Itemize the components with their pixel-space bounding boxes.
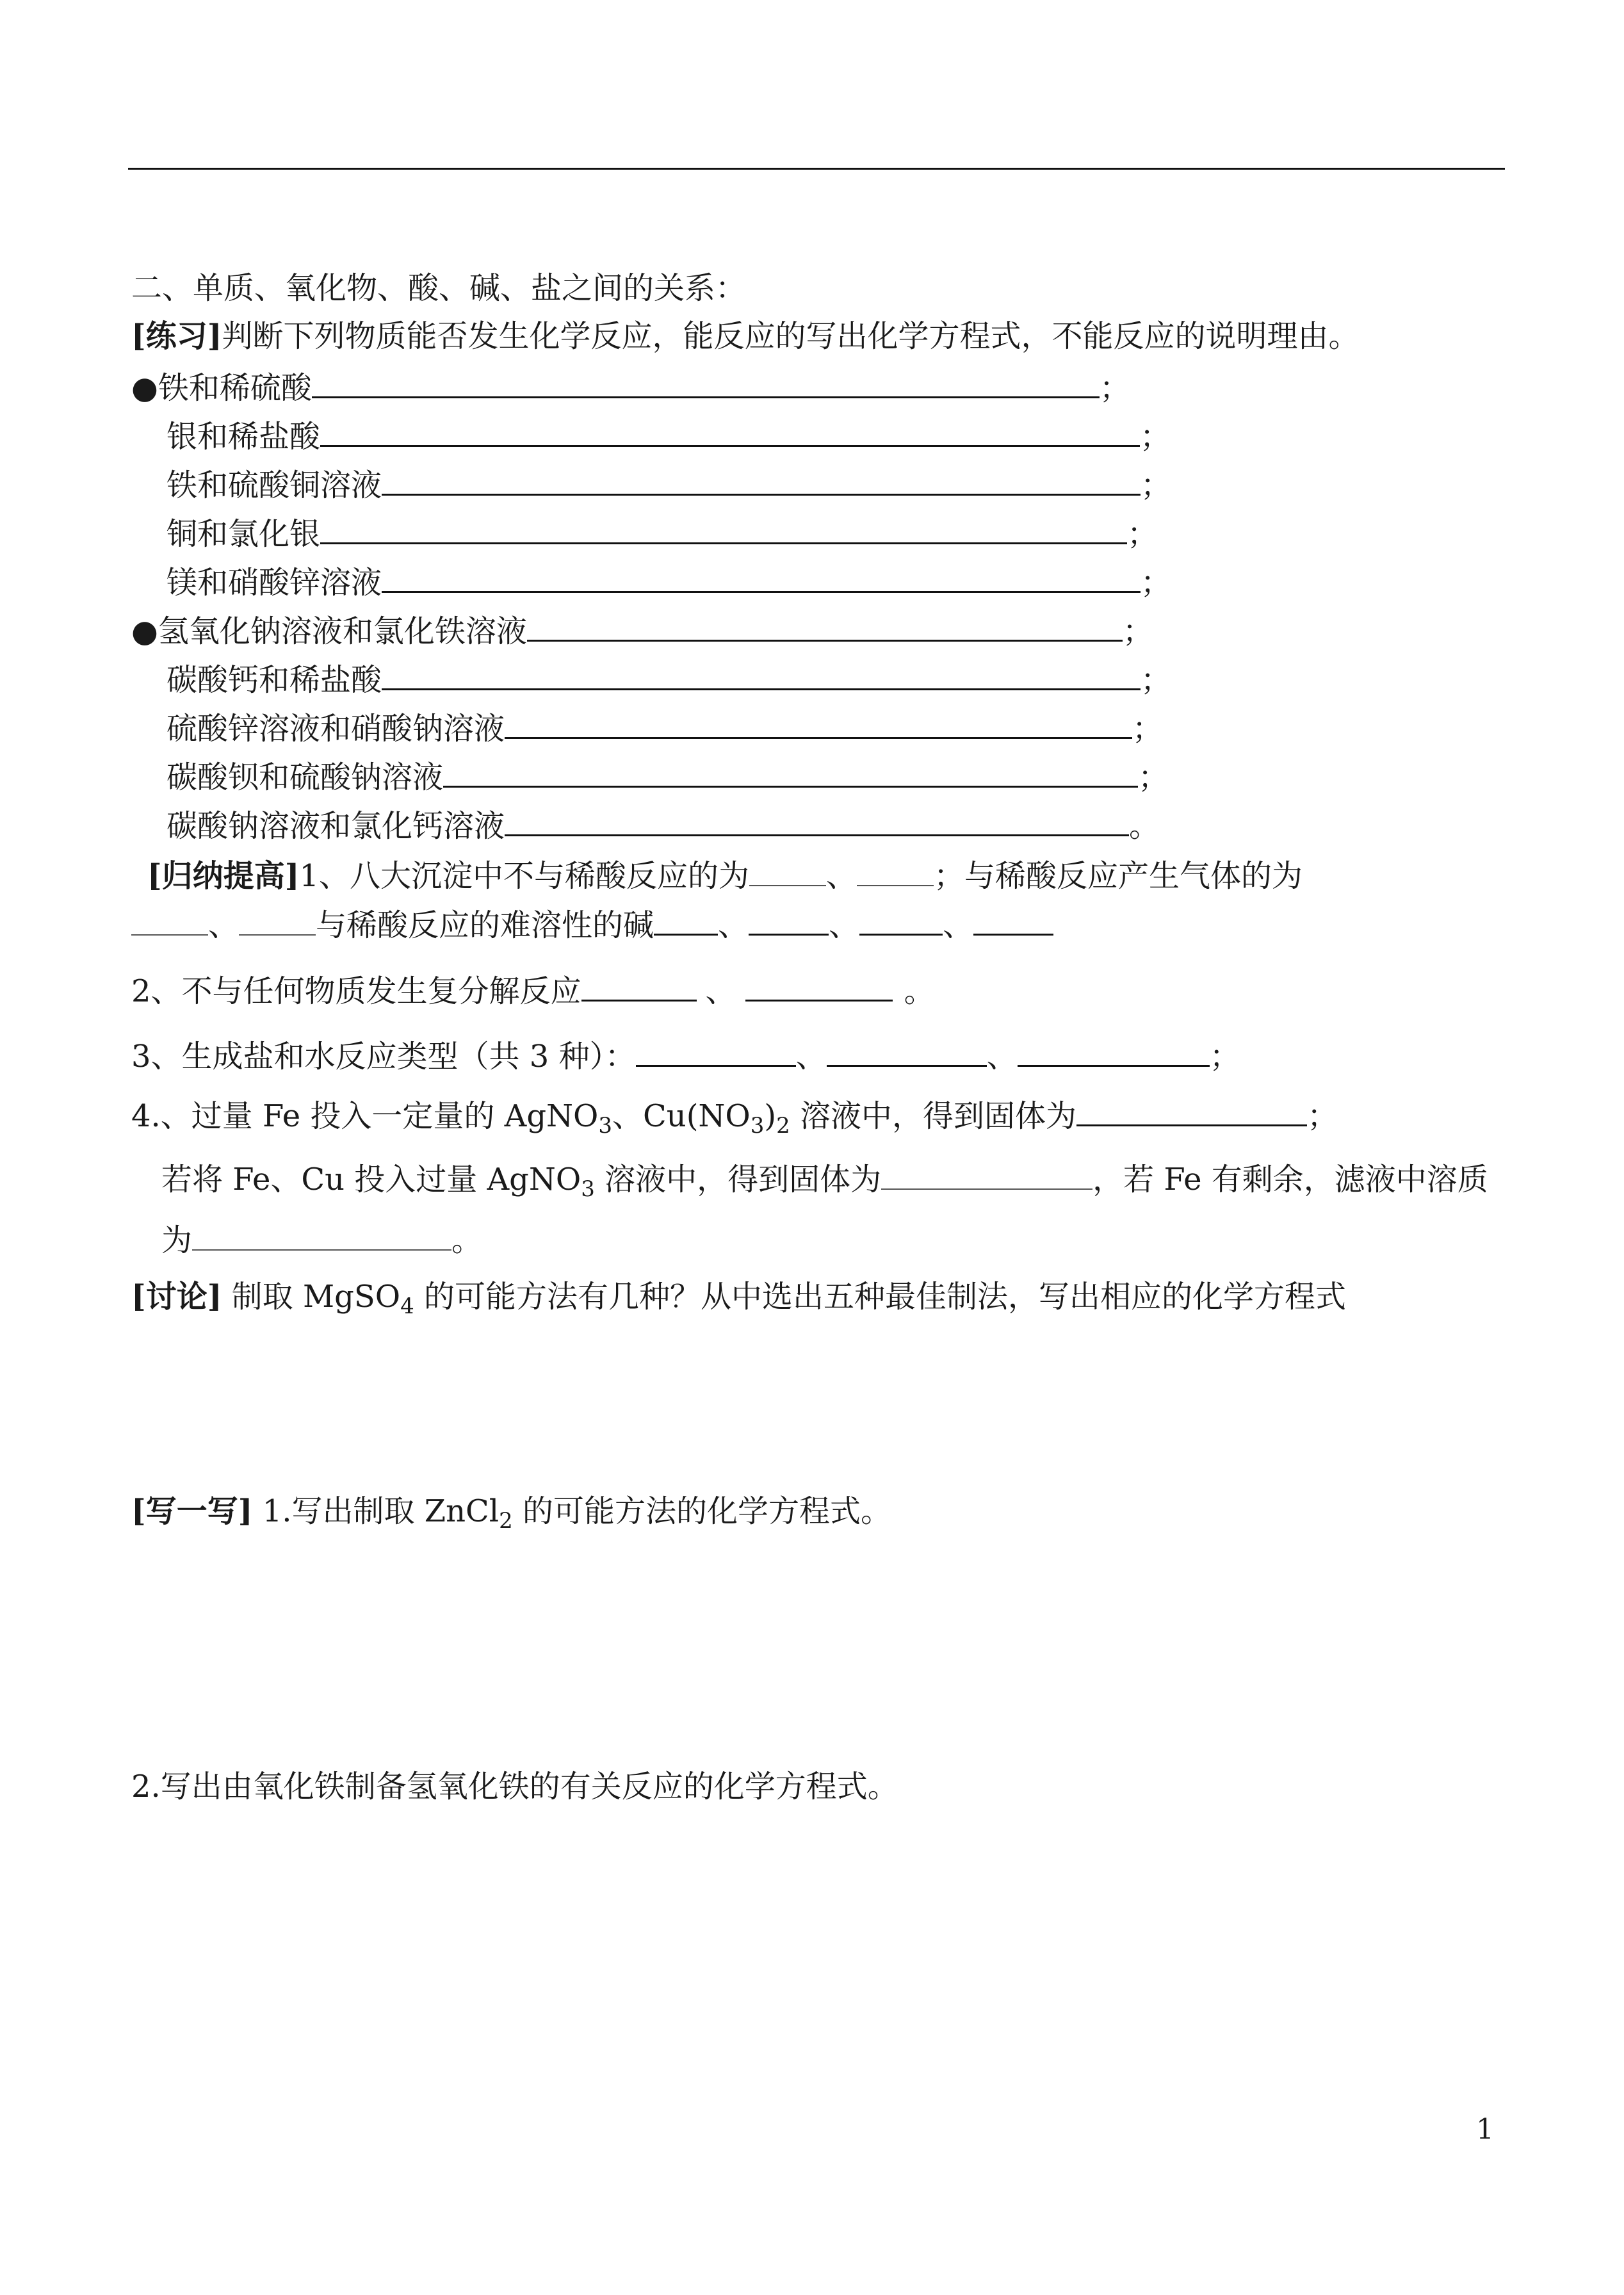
item-end: ； xyxy=(1141,565,1172,601)
answer-blank[interactable] xyxy=(1076,1094,1307,1126)
answer-blank[interactable] xyxy=(745,969,893,1002)
list-item xyxy=(166,463,1171,501)
item-end: ； xyxy=(1132,711,1164,747)
separator: 、 xyxy=(208,907,240,943)
summary-text: ；与稀酸反应产生气体的为 xyxy=(934,858,1303,894)
list-item xyxy=(166,658,1171,696)
item-label: 铁和稀硫酸 xyxy=(158,370,312,406)
list-item xyxy=(166,414,1171,453)
summary-tag: [归纳提高] xyxy=(147,858,300,894)
answer-blank[interactable] xyxy=(881,1158,1092,1190)
write-q1: [写一写] 1.写出制取 ZnCl$_2$ 的可能方法的化学方程式。 xyxy=(131,1493,892,1534)
item-label: 碳酸钙和稀盐酸 xyxy=(166,662,382,698)
answer-blank[interactable] xyxy=(749,903,829,936)
item-end: ； xyxy=(1099,370,1130,406)
answer-blank[interactable] xyxy=(505,706,1132,739)
summary-q4-line3: 为 。 xyxy=(161,1219,482,1257)
answer-blank[interactable] xyxy=(527,609,1123,642)
separator: 、 xyxy=(795,1039,827,1075)
item-label: 镁和硝酸锌溶液 xyxy=(166,565,382,601)
section-title: 二、单质、氧化物、酸、碱、盐之间的关系： xyxy=(131,270,747,306)
summary-text: 1、八大沉淀中不与稀酸反应的为 xyxy=(299,858,749,894)
header-rule xyxy=(128,168,1505,170)
separator: 、 xyxy=(825,858,857,894)
list-item xyxy=(166,755,1169,793)
separator: 、 xyxy=(829,907,860,943)
write-tag: [写一写] xyxy=(131,1493,253,1529)
item-end: ； xyxy=(1138,759,1169,795)
item-end: ； xyxy=(1122,613,1153,649)
answer-blank[interactable] xyxy=(827,1034,987,1067)
item-end: ； xyxy=(1141,467,1172,503)
discussion-tag: [讨论] xyxy=(131,1279,222,1315)
separator: 、 xyxy=(705,973,736,1009)
practice-text: 判断下列物质能否发生化学反应，能反应的写出化学方程式，不能反应的说明理由。 xyxy=(222,318,1360,354)
item-end: ； xyxy=(1127,516,1158,552)
item-end: ； xyxy=(1140,419,1171,455)
list-item xyxy=(166,804,1160,842)
answer-blank[interactable] xyxy=(1018,1034,1210,1067)
answer-blank[interactable] xyxy=(192,1219,451,1251)
summary-q1-line1 xyxy=(147,854,1303,893)
answer-blank[interactable] xyxy=(382,463,1141,496)
answer-blank[interactable] xyxy=(443,755,1138,788)
answer-blank[interactable] xyxy=(636,1034,796,1067)
item-label: 铁和硫酸铜溶液 xyxy=(166,467,382,503)
answer-blank[interactable] xyxy=(973,903,1053,936)
separator: 、 xyxy=(986,1039,1018,1075)
answer-blank[interactable] xyxy=(654,903,718,936)
item-label: 氢氧化钠溶液和氯化铁溶液 xyxy=(158,613,527,649)
list-item xyxy=(166,560,1171,599)
summary-text: 与稀酸反应的难溶性的碱 xyxy=(316,907,654,943)
answer-blank[interactable] xyxy=(320,512,1127,544)
summary-text: 3、生成盐和水反应类型（共 3 种）： xyxy=(131,1039,636,1075)
summary-q1-line2 xyxy=(131,903,1053,941)
answer-blank[interactable] xyxy=(131,904,208,936)
list-item xyxy=(166,706,1163,745)
summary-end: 。 xyxy=(904,973,935,1009)
list-item xyxy=(131,366,1130,404)
discussion: [讨论] 制取 MgSO$_4$ 的可能方法有几种？从中选出五种最佳制法，写出相应的化学方程式 xyxy=(131,1279,1346,1319)
list-item xyxy=(131,609,1153,647)
item-label: 银和稀盐酸 xyxy=(166,419,321,455)
summary-q3 xyxy=(131,1034,1240,1073)
bullet-icon: ● xyxy=(131,370,158,406)
answer-blank[interactable] xyxy=(749,854,826,886)
separator: 、 xyxy=(718,907,749,943)
item-label: 碳酸钡和硫酸钠溶液 xyxy=(166,759,444,795)
summary-q2 xyxy=(131,969,935,1007)
write-q2: 2.写出由氧化铁制备氢氧化铁的有关反应的化学方程式。 xyxy=(131,1769,898,1804)
answer-blank[interactable] xyxy=(505,804,1129,836)
page-number: 1 xyxy=(1476,2113,1494,2146)
summary-end: ； xyxy=(1209,1039,1240,1075)
practice-instruction xyxy=(131,317,1359,355)
answer-blank[interactable] xyxy=(382,658,1141,690)
answer-blank[interactable] xyxy=(581,969,697,1002)
separator: 、 xyxy=(943,907,974,943)
item-end: ； xyxy=(1141,662,1172,698)
bullet-icon: ● xyxy=(131,613,158,649)
answer-blank[interactable] xyxy=(312,366,1100,398)
answer-blank[interactable] xyxy=(857,854,934,886)
practice-tag: [练习] xyxy=(131,318,222,354)
item-label: 硫酸锌溶液和硝酸钠溶液 xyxy=(166,711,505,747)
item-label: 铜和氯化银 xyxy=(166,516,321,552)
summary-q4-line2: 若将 Fe、Cu 投入过量 AgNO$_3$ 溶液中，得到固体为 ，若 Fe 有剩余，滤液中溶质 xyxy=(161,1158,1488,1196)
summary-q4-line1: 4.、过量 Fe 投入一定量的 AgNO$_3$、$Cu(NO_3)_2$ 溶液中，得到固体为 ； xyxy=(131,1094,1338,1132)
answer-blank[interactable] xyxy=(320,414,1140,447)
item-end: 。 xyxy=(1129,808,1160,844)
answer-blank[interactable] xyxy=(859,903,943,936)
summary-text: 2、不与任何物质发生复分解反应 xyxy=(131,973,581,1009)
answer-blank[interactable] xyxy=(239,904,316,936)
list-item xyxy=(166,512,1158,550)
answer-blank[interactable] xyxy=(382,560,1141,593)
item-label: 碳酸钠溶液和氯化钙溶液 xyxy=(166,808,505,844)
